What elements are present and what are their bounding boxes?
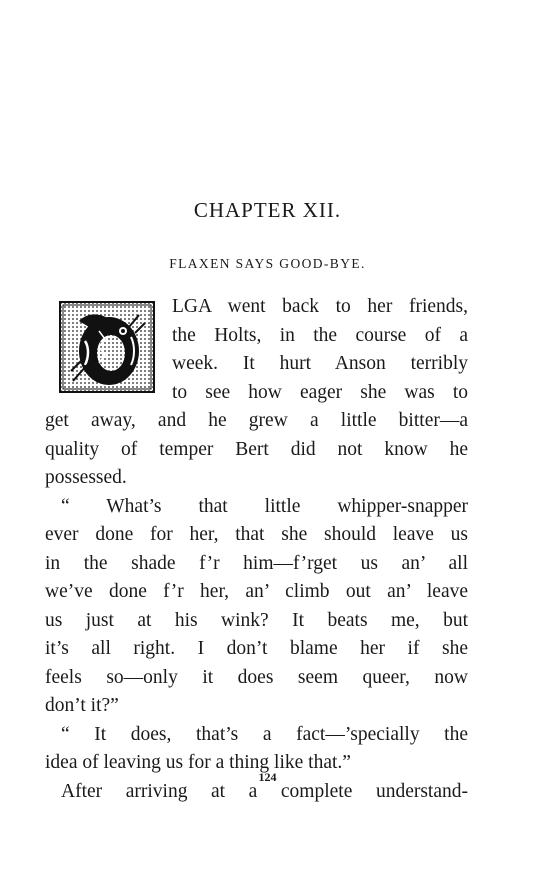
text-line: it’s all right. I don’t blame her if she [45, 638, 468, 659]
text-line: possessed. [45, 467, 127, 488]
chapter-subtitle: FLAXEN SAYS GOOD-BYE. [169, 256, 366, 271]
text-line: “ What’s that little whipper-snapper [61, 495, 468, 517]
body-text [45, 407, 468, 806]
text-line: quality of temper Bert did not know he [45, 438, 468, 460]
text-line: we’ve done f’r her, an’ climb out an’ leave [45, 581, 468, 602]
text-line: feels so—only it does seem queer, now [45, 666, 468, 688]
text-line: in the shade f’r him—f’rget us an’ all [45, 552, 468, 574]
text-line: the Holts, in the course of a [172, 324, 468, 346]
text-line: to see how eager she was to [172, 381, 468, 403]
text-line: After arriving at a complete understand- [61, 780, 468, 802]
opening-paragraph-lines [172, 293, 468, 407]
ornamental-initial-o-icon [59, 301, 155, 393]
text-line: idea of leaving us for a thing like that.” [45, 752, 351, 773]
text-line: ever done for her, that she should leave us [45, 524, 468, 545]
text-line: week. It hurt Anson terribly [172, 353, 468, 374]
text-line: don’t it?” [45, 695, 119, 716]
page-number: 124 [258, 770, 277, 784]
chapter-heading: CHAPTER XII. [193, 198, 342, 222]
text-line: LGA went back to her friends, [172, 296, 468, 317]
text-line: “ It does, that’s a fact—’specially the [61, 723, 468, 745]
text-line: get away, and he grew a little bitter—a [45, 410, 468, 431]
text-line: us just at his wink? It beats me, but [45, 609, 468, 631]
